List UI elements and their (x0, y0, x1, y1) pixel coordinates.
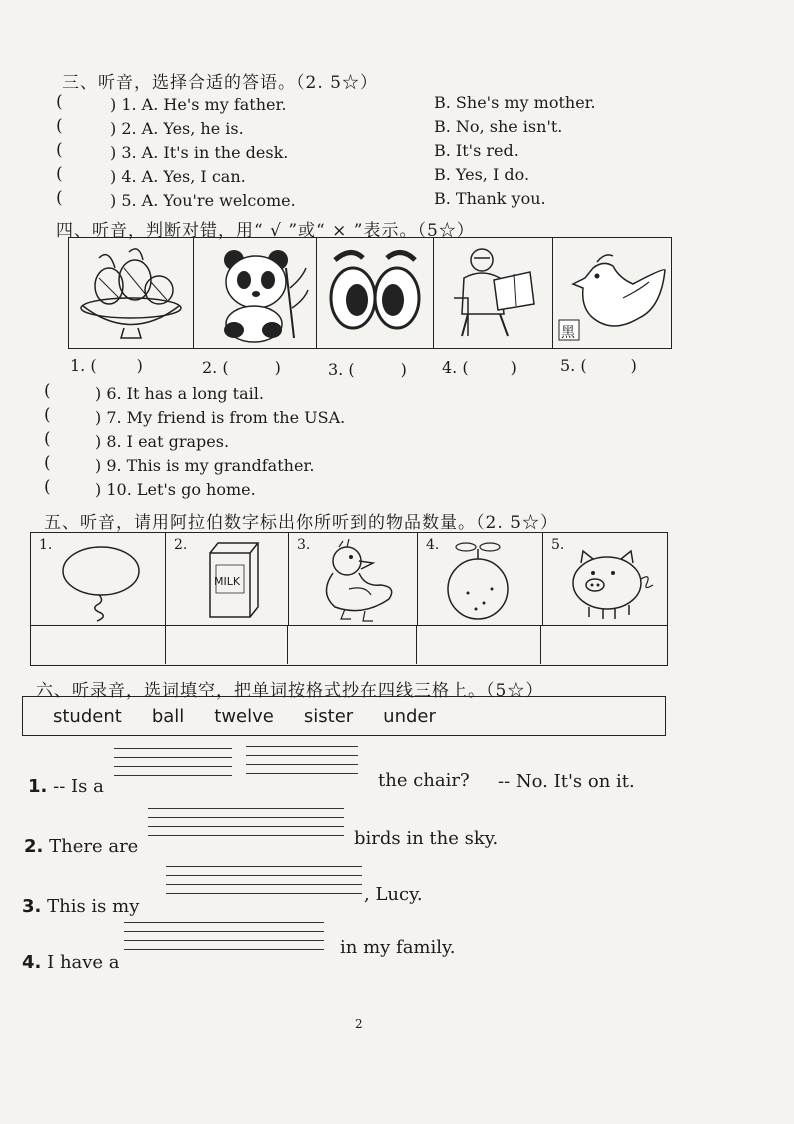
answer-box-1[interactable] (31, 626, 166, 664)
section6-title: 六、听录音，选词填空，把单词按格式抄在四线三格上。（5☆） (36, 681, 544, 701)
section4-statement-8: ) 8. I eat grapes. (95, 432, 230, 451)
word-student: student (53, 705, 122, 727)
sentence-1-after: the chair? (378, 770, 470, 791)
word-under: under (383, 705, 436, 727)
section4-statement-7: ) 7. My friend is from the USA. (95, 408, 346, 427)
writing-lines-3[interactable] (166, 866, 362, 902)
writing-lines-4[interactable] (124, 922, 324, 958)
answer-paren: ( (56, 140, 63, 160)
answer-paren: ( (44, 429, 51, 449)
word-sister: sister (303, 705, 354, 727)
orange-cell (418, 533, 543, 625)
writing-lines-1a[interactable] (114, 748, 232, 784)
answer-paren: ( (56, 188, 63, 208)
section4-statement-9: ) 9. This is my grandfather. (95, 456, 315, 475)
grandfather-cell (434, 238, 553, 348)
section4-statement-10: ) 10. Let's go home. (95, 480, 256, 499)
fruit-bowl-cell (69, 238, 194, 348)
section3-item-2-a: ) 2. A. Yes, he is. (110, 119, 244, 138)
milk-label: MILK (214, 575, 241, 588)
section4-title: 四、听音，判断对错，用“ √ ”或“ × ”表示。（5☆） (56, 221, 475, 241)
sentence-1-reply: -- No. It's on it. (498, 771, 635, 792)
fruit-bowl-icon (69, 238, 193, 348)
sentence-4-after: in my family. (340, 937, 456, 958)
section3-item-5-a: ) 5. A. You're welcome. (110, 191, 296, 210)
answer-slot-4[interactable]: 4. ( ) (442, 358, 517, 377)
answer-paren: ( (56, 164, 63, 184)
answer-paren: ( (44, 405, 51, 425)
cell-number: 5. (551, 537, 565, 553)
cell-number: 4. (426, 537, 440, 553)
answer-slot-5[interactable]: 5. ( ) (560, 356, 637, 375)
sentence-4-start: 4. I have a (22, 952, 120, 973)
section3-title: 三、听音，选择合适的答语。（2. 5☆） (62, 73, 378, 93)
section3-item-4-b: B. Yes, I do. (434, 165, 530, 184)
answer-paren: ( (44, 477, 51, 497)
writing-lines-2[interactable] (148, 808, 344, 844)
cell-number: 3. (297, 537, 311, 553)
panda-icon (194, 238, 316, 348)
word-bank (22, 696, 666, 736)
section3-item-3-a: ) 3. A. It's in the desk. (110, 143, 289, 162)
milk-cell (166, 533, 289, 625)
answer-box-4[interactable] (417, 626, 542, 664)
answer-box-3[interactable] (288, 626, 417, 664)
word-ball: ball (151, 705, 185, 727)
bird-cell (553, 238, 675, 348)
answer-paren: ( (44, 381, 51, 401)
answer-box-2[interactable] (166, 626, 289, 664)
answer-box-5[interactable] (541, 626, 667, 664)
writing-lines-1b[interactable] (246, 746, 358, 782)
panda-cell (194, 238, 317, 348)
sentence-2-start: 2. There are (24, 836, 139, 857)
section5-title: 五、听音，请用阿拉伯数字标出你所听到的物品数量。（2. 5☆） (44, 513, 558, 533)
sentence-1-start: 1. -- Is a (28, 776, 104, 797)
section3-item-1-a: ) 1. A. He's my father. (110, 95, 287, 114)
section5-picture-row (31, 533, 667, 626)
answer-slot-3[interactable]: 3. ( ) (328, 360, 407, 379)
sentence-3-start: 3. This is my (22, 896, 140, 917)
sentence-2-after: birds in the sky. (354, 828, 499, 849)
answer-slot-2[interactable]: 2. ( ) (202, 358, 281, 377)
pig-cell (543, 533, 669, 625)
section3-item-5-b: B. Thank you. (434, 189, 546, 208)
eyes-icon (317, 238, 433, 348)
answer-paren: ( (44, 453, 51, 473)
section4-statement-6: ) 6. It has a long tail. (95, 384, 264, 403)
grandfather-reading-icon (434, 238, 552, 348)
duck-cell (289, 533, 418, 625)
answer-paren: ( (56, 92, 63, 112)
section5-answer-row (31, 626, 667, 664)
bird-label: 黑 (561, 325, 575, 341)
cell-number: 1. (39, 537, 53, 553)
answer-slot-1[interactable]: 1. ( ) (70, 356, 143, 375)
section4-picture-row (68, 237, 672, 349)
eyes-cell (317, 238, 434, 348)
section3-item-2-b: B. No, she isn't. (434, 117, 563, 136)
section3-item-1-b: B. She's my mother. (434, 93, 596, 112)
answer-paren: ( (56, 116, 63, 136)
balloon-cell (31, 533, 166, 625)
section5-table (30, 532, 668, 666)
sentence-3-after: , Lucy. (364, 884, 423, 905)
cell-number: 2. (174, 537, 188, 553)
section3-item-4-a: ) 4. A. Yes, I can. (110, 167, 246, 186)
word-twelve: twelve (214, 705, 274, 727)
page-number: 2 (355, 1017, 363, 1031)
section3-item-3-b: B. It's red. (434, 141, 519, 160)
